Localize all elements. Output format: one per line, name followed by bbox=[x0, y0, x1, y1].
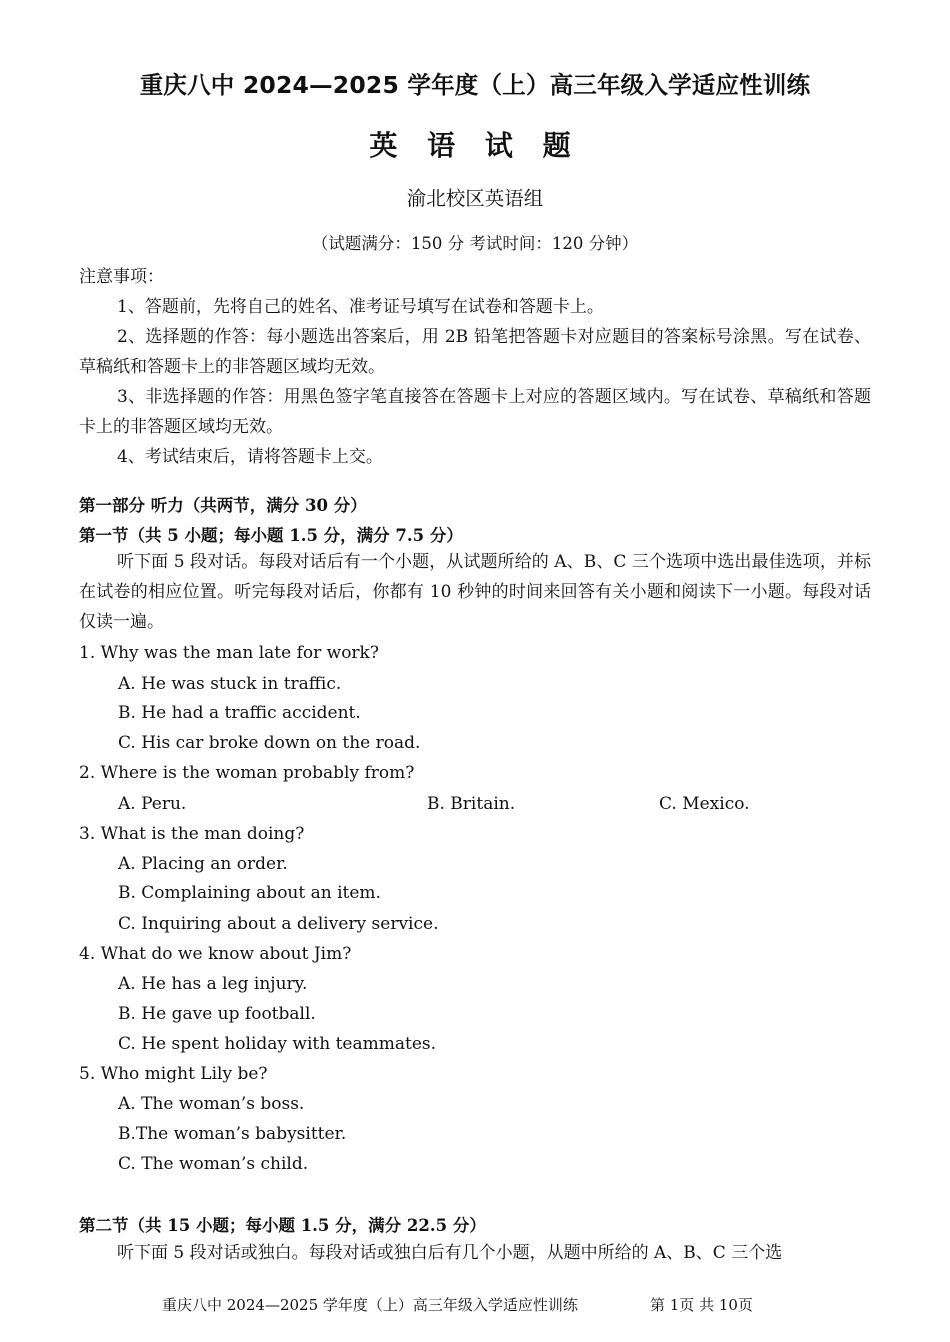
option-3a: A. Placing an order. bbox=[118, 854, 288, 874]
option-2a: A. Peru. bbox=[118, 794, 187, 814]
option-5a: A. The woman’s boss. bbox=[118, 1094, 305, 1114]
option-5c: C. The woman’s child. bbox=[118, 1154, 309, 1174]
footer-title: 重庆八中 2024—2025 学年度（上）高三年级入学适应性训练 bbox=[162, 1296, 578, 1314]
question-1: 1. Why was the man late for work? bbox=[79, 643, 379, 663]
notes-heading: 注意事项： bbox=[79, 267, 164, 287]
section1-instructions: 听下面 5 段对话。每段对话后有一个小题，从试题所给的 A、B、C 三个选项中选出最佳选项，并标在试卷的相应位置。听完每段对话后，你都有 10 秒钟的时间来回答有关小题和阅读下一小题。每段对话仅读一遍。 bbox=[79, 552, 871, 632]
exam-title: 重庆八中 2024—2025 学年度（上）高三年级入学适应性训练 bbox=[139, 71, 811, 99]
question-3: 3. What is the man doing? bbox=[79, 824, 305, 844]
option-5b: B.The woman’s babysitter. bbox=[118, 1124, 347, 1144]
exam-organizer: 渝北校区英语组 bbox=[406, 187, 544, 210]
question-2: 2. Where is the woman probably from? bbox=[79, 763, 415, 783]
section1-heading: 第一节（共 5 小题；每小题 1.5 分，满分 7.5 分） bbox=[79, 526, 463, 545]
section2-instructions: 听下面 5 段对话或独白。每段对话或独白后有几个小题，从题中所给的 A、B、C 三个选 bbox=[117, 1243, 783, 1263]
option-1a: A. He was stuck in traffic. bbox=[118, 674, 342, 694]
option-2b: B. Britain. bbox=[427, 794, 516, 814]
option-3c: C. Inquiring about a delivery service. bbox=[118, 914, 439, 934]
option-1b: B. He had a traffic accident. bbox=[118, 703, 361, 723]
note-item: 4、考试结束后，请将答题卡上交。 bbox=[117, 447, 383, 467]
option-4b: B. He gave up football. bbox=[118, 1004, 316, 1024]
note-item: 2、选择题的作答：每小题选出答案后，用 2B 铅笔把答题卡对应题目的答案标号涂黑。写在试卷、草稿纸和答题卡上的非答题区域均无效。 bbox=[79, 327, 871, 377]
section2-heading: 第二节（共 15 小题；每小题 1.5 分，满分 22.5 分） bbox=[79, 1216, 486, 1235]
option-2c: C. Mexico. bbox=[659, 794, 750, 814]
option-4c: C. He spent holiday with teammates. bbox=[118, 1034, 437, 1054]
question-5: 5. Who might Lily be? bbox=[79, 1064, 268, 1084]
option-4a: A. He has a leg injury. bbox=[118, 974, 308, 994]
note-item: 1、答题前，先将自己的姓名、准考证号填写在试卷和答题卡上。 bbox=[117, 297, 604, 317]
exam-subject: 英 语 试 题 bbox=[369, 129, 581, 162]
footer-page-number: 第 1页 共 10页 bbox=[650, 1296, 753, 1314]
question-4: 4. What do we know about Jim? bbox=[79, 944, 352, 964]
part1-heading: 第一部分 听力（共两节，满分 30 分） bbox=[79, 496, 367, 515]
option-3b: B. Complaining about an item. bbox=[118, 883, 381, 903]
option-1c: C. His car broke down on the road. bbox=[118, 733, 421, 753]
note-item: 3、非选择题的作答：用黑色签字笔直接答在答题卡上对应的答题区域内。写在试卷、草稿纸和答题卡上的非答题区域均无效。 bbox=[79, 387, 871, 437]
exam-info: （试题满分：150 分 考试时间：120 分钟） bbox=[311, 234, 639, 253]
